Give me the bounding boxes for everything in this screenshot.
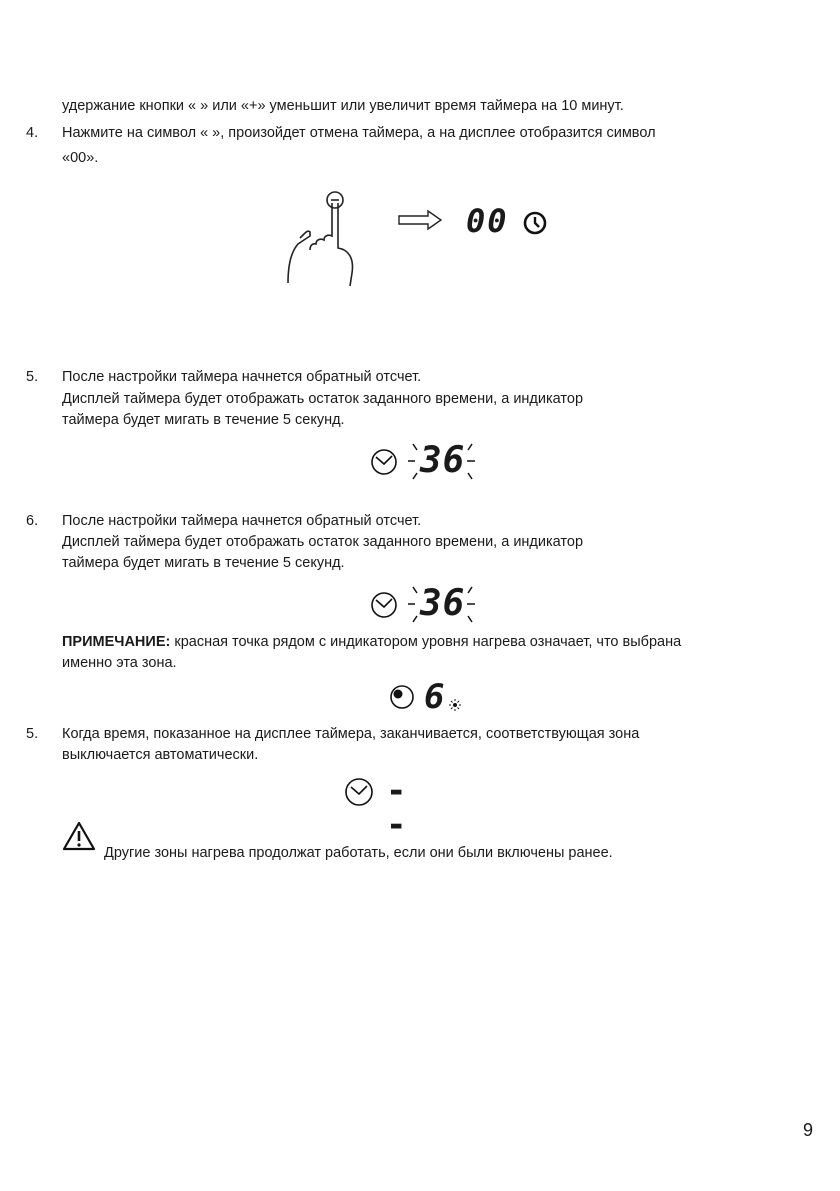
timer-display-00: 00 [466,202,509,240]
step-6-number: 6. [26,513,39,529]
warning-triangle-icon [62,820,96,852]
intro-text: удержание кнопки « » или «+» уменьшит или увеличит время таймера на 10 минут. [62,98,624,114]
step-4-number: 4. [26,125,39,141]
step-5b-line-2: выключается автоматически. [62,747,259,763]
clock-icon [368,590,402,620]
page-number: 9 [803,1120,814,1140]
step-5b-line-1: Когда время, показанное на дисплее таймера, заканчивается, соответствующая зона [62,726,640,742]
step-5b-number: 5. [26,726,39,742]
finger-press-icon [280,188,360,288]
zone-dot-icon [388,682,418,712]
warning-text: Другие зоны нагрева продолжат работать, если они были включены ранее. [104,845,613,861]
timer-display-36: 36 [420,440,466,481]
step-6-line-3: таймера будет мигать в течение 5 секунд. [62,555,345,571]
heat-level-display: 6 [424,677,445,717]
step-5a-line-3: таймера будет мигать в течение 5 секунд. [62,412,345,428]
step-6-line-1: После настройки таймера начнется обратный отсчет. [62,513,422,529]
arrow-right-icon [398,210,442,230]
clock-icon [343,776,377,808]
step-4-line-2: «00». [62,150,99,166]
step-6-line-2: Дисплей таймера будет отображать остаток заданного времени, а индикатор [62,534,584,550]
clock-icon [368,447,402,477]
red-dot-icon [448,698,462,712]
clock-icon [522,210,548,236]
timer-display-36: 36 [420,583,466,624]
note-label: ПРИМЕЧАНИЕ: [62,634,171,650]
note-line-2: именно эта зона. [62,655,177,671]
step-5a-line-1: После настройки таймера начнется обратный отсчет. [62,369,422,385]
step-5a-line-2: Дисплей таймера будет отображать остаток заданного времени, а индикатор [62,391,584,407]
note-text: красная точка рядом с индикатором уровня нагрева означает, что выбрана [170,634,682,650]
timer-display-dashes: -- [386,771,411,845]
step-4-line-1: Нажмите на символ « », произойдет отмена таймера, а на дисплее отобразится символ [62,125,656,141]
note-line-1 [62,632,681,652]
step-5a-number: 5. [26,369,39,385]
